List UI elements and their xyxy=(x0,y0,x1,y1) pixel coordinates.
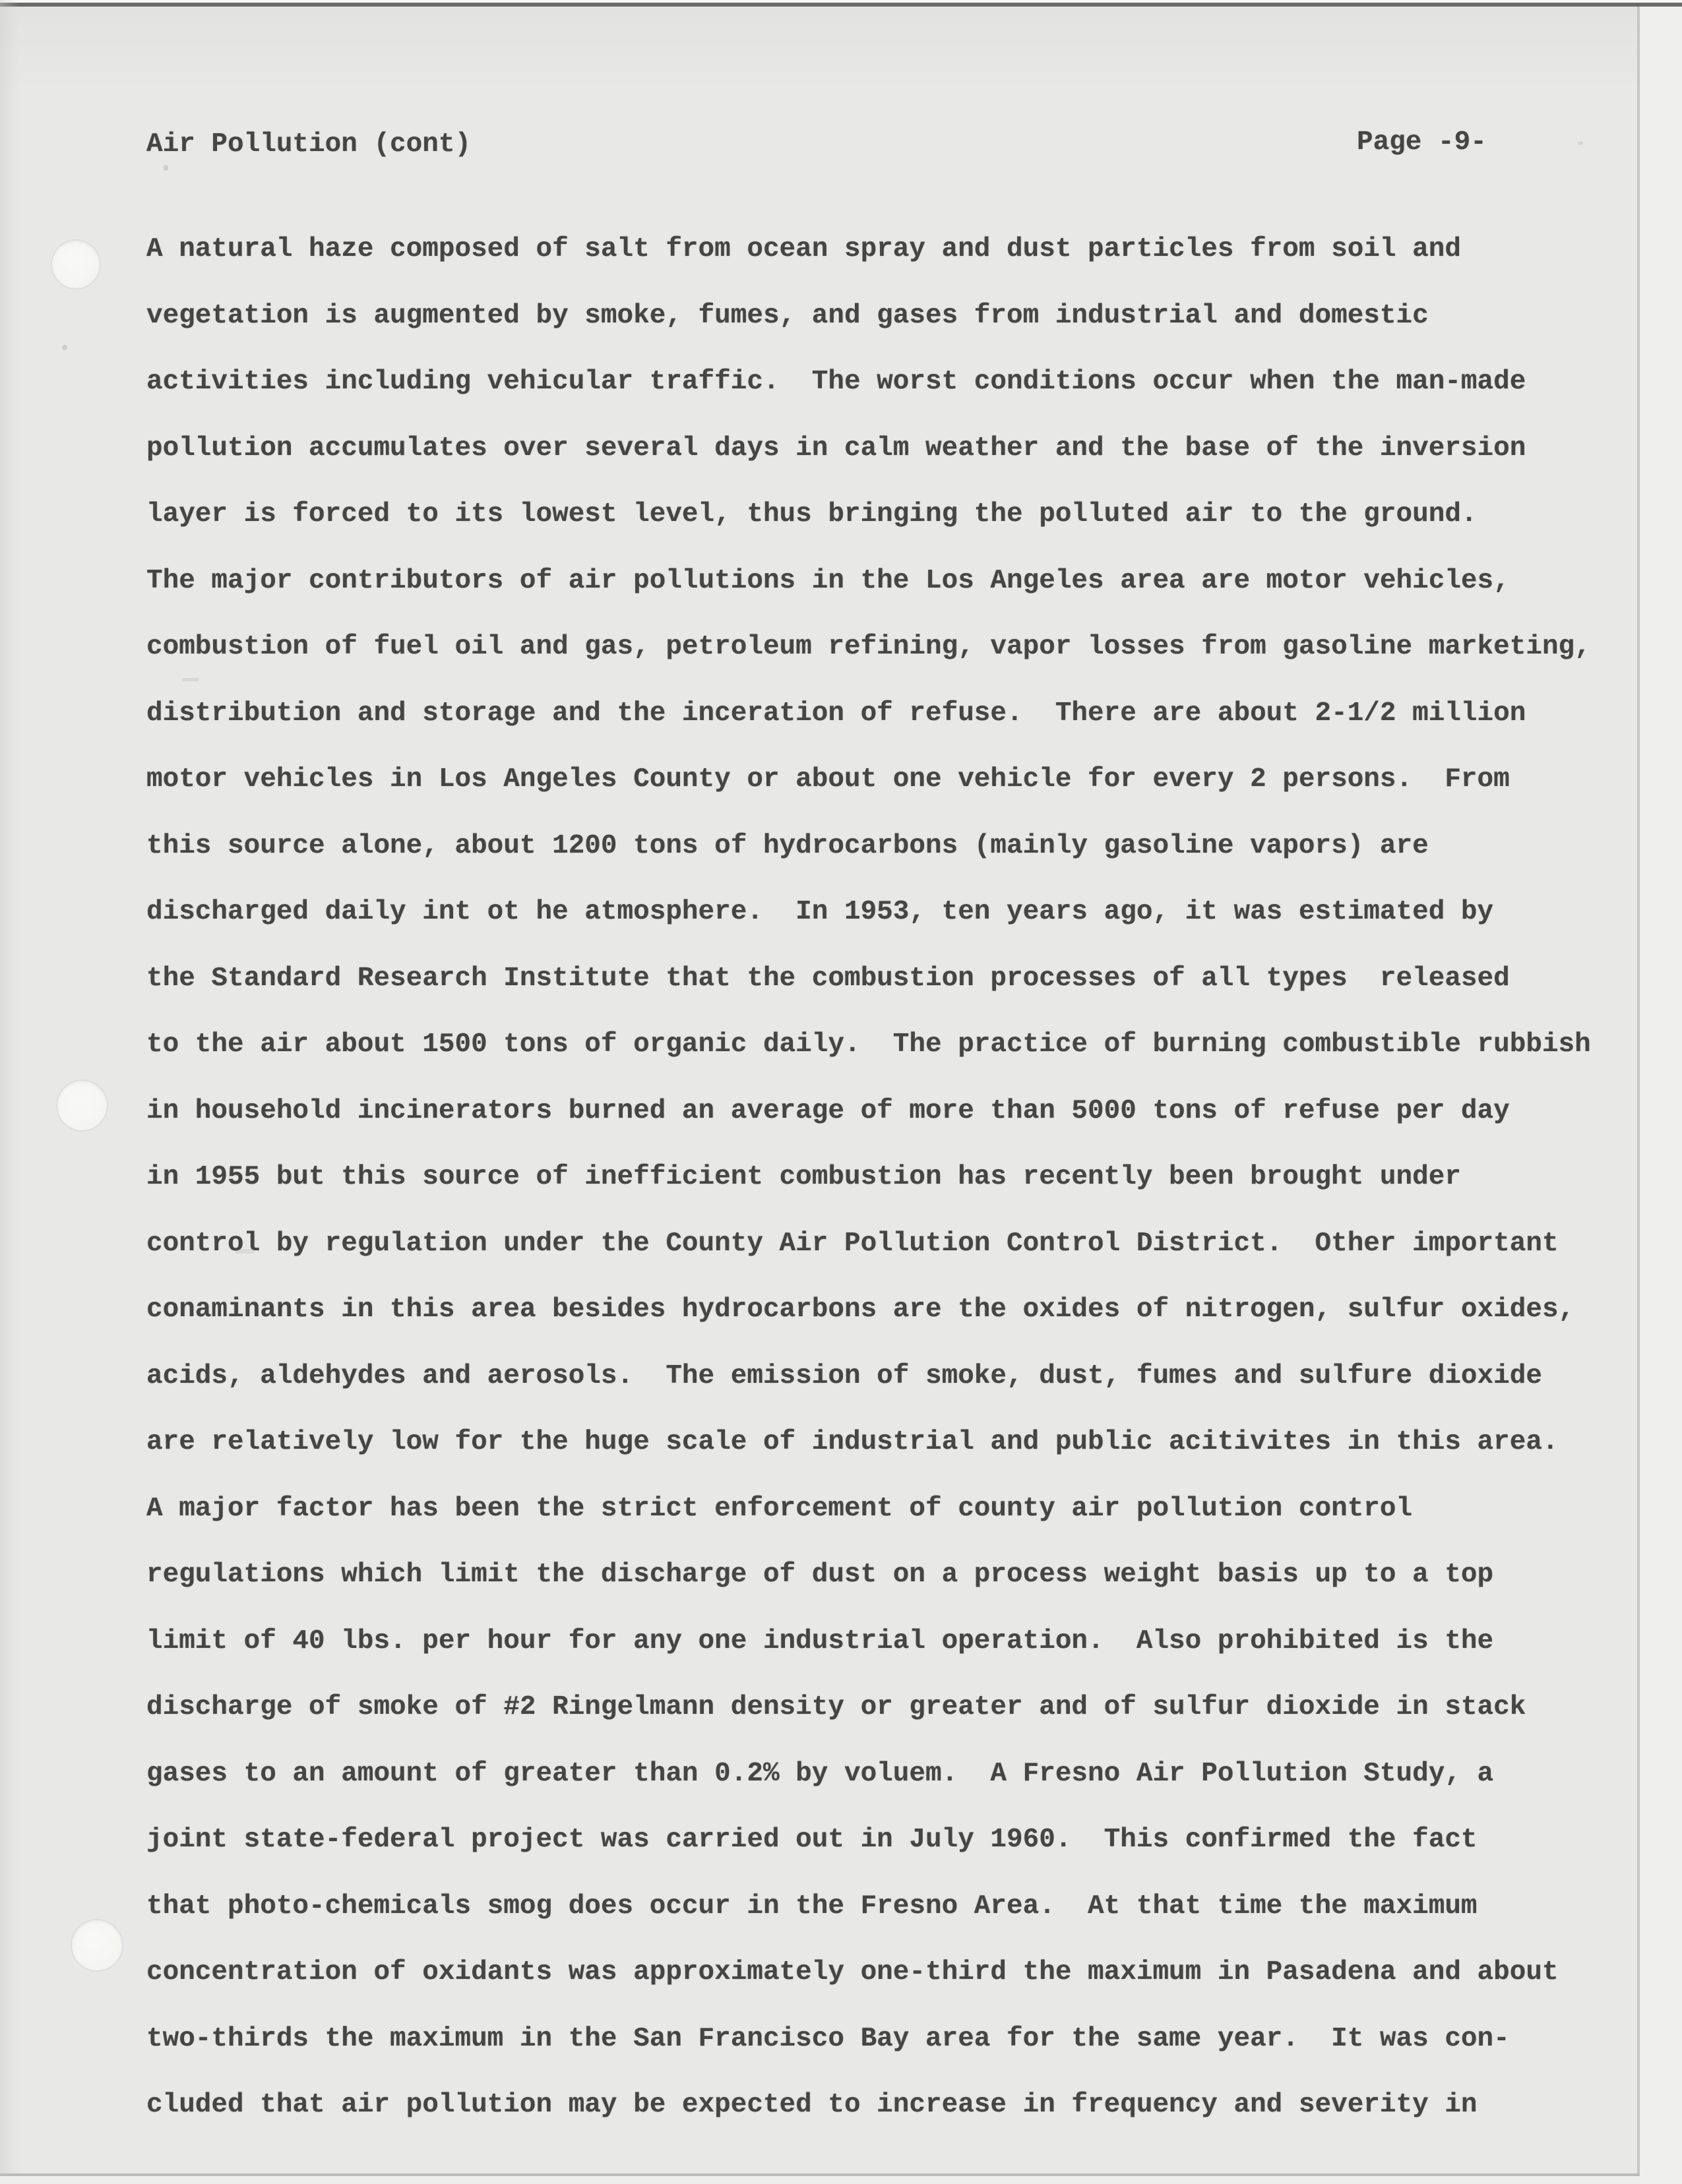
text-line: are relatively low for the huge scale of industrial and public acitivites in this area. xyxy=(146,1427,1559,1457)
text-line: gases to an amount of greater than 0.2% by voluem. A Fresno Air Pollution Study, a xyxy=(146,1758,1494,1789)
text-line: limit of 40 lbs. per hour for any one industrial operation. Also prohibited is the xyxy=(146,1625,1494,1656)
scanner-bed-bottom xyxy=(0,2176,1640,2184)
text-line: in household incinerators burned an average of more than 5000 tons of refuse per day xyxy=(146,1095,1510,1126)
document-title: Air Pollution (cont) xyxy=(146,129,472,160)
text-line: The major contributors of air pollutions in the Los Angeles area are motor vehicles, xyxy=(146,565,1510,596)
text-line: joint state-federal project was carried out in July 1960. This confirmed the fact xyxy=(146,1825,1478,1855)
scan-speck xyxy=(1578,141,1583,145)
text-line: motor vehicles in Los Angeles County or about one vehicle for every 2 persons. From xyxy=(146,764,1510,795)
text-line: combustion of fuel oil and gas, petroleum refining, vapor losses from gasoline marketing, xyxy=(146,632,1591,662)
scan-speck xyxy=(62,345,67,350)
scan-top-shade xyxy=(0,7,1682,92)
text-line: control by regulation under the County Air Pollution Control District. Other important xyxy=(146,1228,1559,1259)
text-line: activities including vehicular traffic. The worst conditions occur when the man-made xyxy=(146,367,1526,397)
text-line: that photo-chemicals smog does occur in the Fresno Area. At that time the maximum xyxy=(146,1891,1478,1922)
text-line: discharge of smoke of #2 Ringelmann density or greater and of sulfur dioxide in stack xyxy=(146,1692,1526,1722)
text-line: cluded that air pollution may be expected to increase in frequency and severity in xyxy=(146,2090,1478,2120)
text-line: to the air about 1500 tons of organic daily. The practice of burning combustible rubbish xyxy=(146,1029,1591,1060)
text-line: acids, aldehydes and aerosols. The emission of smoke, dust, fumes and sulfure dioxide xyxy=(146,1360,1542,1391)
text-line: two-thirds the maximum in the San Francisco Bay area for the same year. It was con- xyxy=(146,2023,1510,2054)
scanner-bed-right xyxy=(1640,7,1682,2184)
text-line: conaminants in this area besides hydrocarbons are the oxides of nitrogen, sulfur oxides, xyxy=(146,1294,1575,1325)
text-line: A major factor has been the strict enforcement of county air pollution control xyxy=(146,1493,1413,1524)
text-line: this source alone, about 1200 tons of hydrocarbons (mainly gasoline vapors) are xyxy=(146,830,1429,861)
text-line: vegetation is augmented by smoke, fumes, and gases from industrial and domestic xyxy=(146,300,1429,331)
scan-speck xyxy=(235,1249,255,1254)
text-line: A natural haze composed of salt from ocean spray and dust particles from soil and xyxy=(146,234,1461,264)
text-line: pollution accumulates over several days in calm weather and the base of the inversion xyxy=(146,433,1526,464)
text-line: concentration of oxidants was approximately one-third the maximum in Pasadena and about xyxy=(146,1957,1559,1987)
text-line: layer is forced to its lowest level, thus bringing the polluted air to the ground. xyxy=(146,499,1478,530)
page-number: Page -9- xyxy=(1357,127,1487,158)
text-line: regulations which limit the discharge of dust on a process weight basis up to a top xyxy=(146,1560,1494,1590)
text-line: the Standard Research Institute that the combustion processes of all types released xyxy=(146,963,1510,994)
punch-hole xyxy=(57,1081,107,1130)
text-line: distribution and storage and the inceration of refuse. There are about 2-1/2 million xyxy=(146,698,1526,729)
scan-left-shade xyxy=(0,0,18,2184)
text-line: in 1955 but this source of inefficient combustion has recently been brought under xyxy=(146,1162,1461,1192)
text-line: discharged daily int ot he atmosphere. In 1953, ten years ago, it was estimated by xyxy=(146,897,1494,927)
punch-hole xyxy=(52,241,100,288)
scan-speck xyxy=(164,165,168,171)
punch-hole xyxy=(72,1920,122,1970)
scan-speck xyxy=(182,678,199,681)
document-body xyxy=(146,216,1624,2138)
